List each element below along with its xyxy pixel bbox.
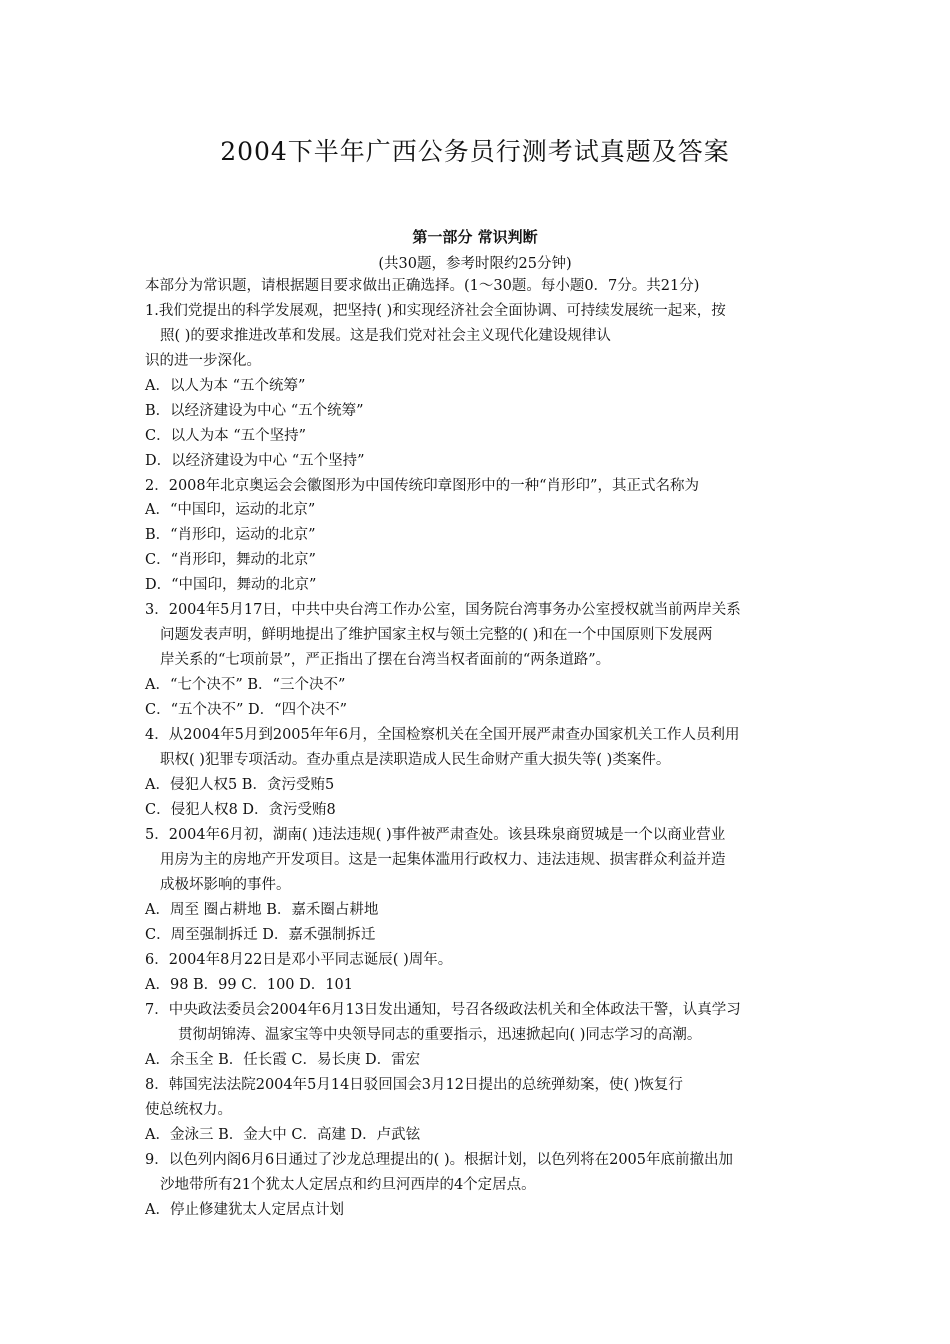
question-line: 6．2004年8月22日是邓小平同志诞辰( )周年。: [145, 952, 453, 968]
option-line: A．周至 圈占耕地 B．嘉禾圈占耕地: [145, 902, 379, 918]
question-line: 照( )的要求推进改革和发展。这是我们党对社会主义现代化建设规律认: [160, 328, 611, 344]
option-line: A．停止修建犹太人定居点计划: [145, 1202, 344, 1218]
option-line: C．“肖形印，舞动的北京”: [145, 552, 316, 568]
question-line: 5．2004年6月初，湖南( )违法违规( )事件被严肃查处。该县珠泉商贸城是一个以商业营业: [145, 827, 726, 843]
question-line: 职权( )犯罪专项活动。查办重点是渎职造成人民生命财产重大损失等( )类案件。: [160, 752, 671, 768]
question-line: 8．韩国宪法法院2004年5月14日驳回国会3月12日提出的总统弹劾案，使( )恢复行: [145, 1077, 683, 1093]
question-line: 2．2008年北京奥运会会徽图形为中国传统印章图形中的一种“肖形印”，其正式名称为: [145, 478, 699, 494]
option-line: D．以经济建设为中心 “五个坚持”: [145, 453, 365, 469]
question-line: 岸关系的“七项前景”，严正指出了摆在台湾当权者面前的“两条道路”。: [160, 652, 611, 668]
question-line: 沙地带所有21个犹太人定居点和约旦河西岸的4个定居点。: [160, 1177, 536, 1193]
option-line: B．“肖形印，运动的北京”: [145, 527, 316, 543]
question-line: 用房为主的房地产开发项目。这是一起集体滥用行政权力、违法违规、损害群众利益并造: [160, 852, 726, 868]
question-line: 9．以色列内阁6月6日通过了沙龙总理提出的( )。根据计划，以色列将在2005年底前撤出加: [145, 1152, 733, 1168]
question-line: 问题发表声明，鲜明地提出了维护国家主权与领土完整的( )和在一个中国原则下发展两: [160, 627, 713, 643]
question-line: 7．中央政法委员会2004年6月13日发出通知，号召各级政法机关和全体政法干警，认真学习: [145, 1002, 741, 1018]
question-line: 贯彻胡锦涛、温家宝等中央领导同志的重要指示，迅速掀起向( )同志学习的高潮。: [178, 1027, 702, 1043]
document-title: 2004下半年广西公务员行测考试真题及答案: [220, 137, 730, 166]
option-line: A．金泳三 B．金大中 C．高建 D．卢武铉: [145, 1127, 421, 1143]
question-line: 4．从2004年5月到2005年年6月，全国检察机关在全国开展严肃查办国家机关工作人员利用: [145, 727, 740, 743]
section-subtitle: (共30题，参考时限约25分钟): [378, 256, 572, 272]
option-line: A．侵犯人权5 B．贪污受贿5: [145, 777, 335, 793]
option-line: C．侵犯人权8 D．贪污受贿8: [145, 802, 336, 818]
question-line: 使总统权力。: [145, 1102, 232, 1118]
option-line: A．以人为本 “五个统筹”: [145, 378, 306, 394]
question-line: 1.我们党提出的科学发展观，把坚持( )和实现经济社会全面协调、可持续发展统一起来，按: [145, 303, 726, 319]
option-line: C．“五个决不” D．“四个决不”: [145, 702, 347, 718]
option-line: A．98 B．99 C．100 D．101: [145, 977, 353, 993]
option-line: C．以人为本 “五个坚持”: [145, 428, 307, 444]
option-line: B．以经济建设为中心 “五个统筹”: [145, 403, 364, 419]
question-line: 成极坏影响的事件。: [160, 877, 291, 893]
section-title: 第一部分 常识判断: [412, 228, 538, 246]
option-line: A．“七个决不” B．“三个决不”: [145, 677, 346, 693]
question-line: 识的进一步深化。: [145, 353, 261, 369]
question-line: 3．2004年5月17日，中共中央台湾工作办公室，国务院台湾事务办公室授权就当前两岸关系: [145, 602, 741, 618]
intro-text: 本部分为常识题，请根据题目要求做出正确选择。(1～30题。每小题0．7分。共21分): [145, 278, 700, 294]
option-line: A．余玉全 B．任长霞 C．易长庚 D．雷宏: [145, 1052, 421, 1068]
option-line: C．周至强制拆迁 D．嘉禾强制拆迁: [145, 927, 376, 943]
option-line: A．“中国印，运动的北京”: [145, 502, 316, 518]
option-line: D．“中国印，舞动的北京”: [145, 577, 317, 593]
